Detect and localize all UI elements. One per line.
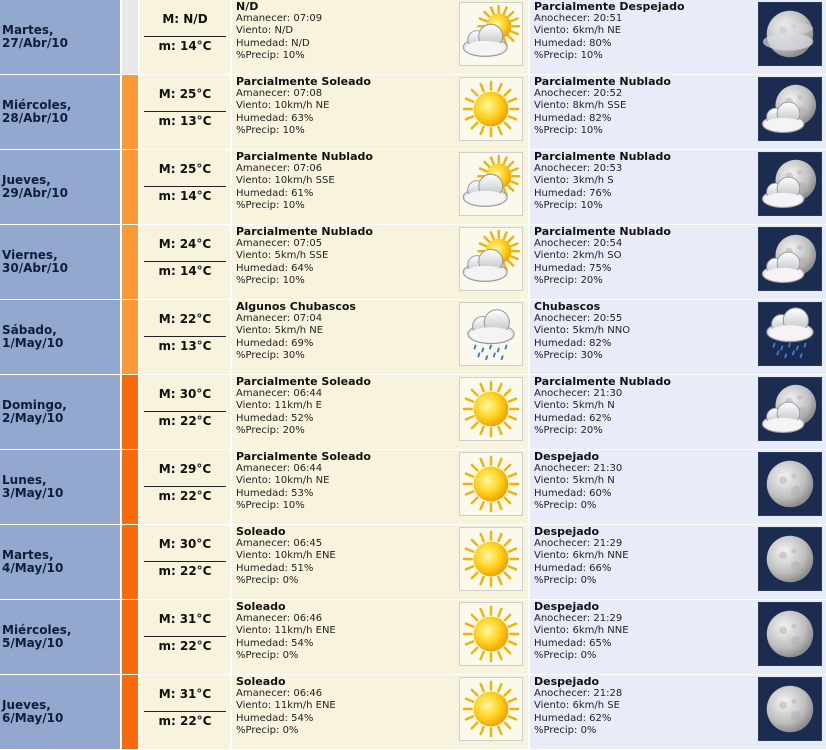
- day-precip-text: %Precip: 10%: [236, 200, 305, 212]
- max-temperature: M: 30°C: [158, 387, 212, 401]
- day-humidity-text: Humedad: 64%: [236, 262, 314, 274]
- day-precip-text: %Precip: 10%: [236, 125, 305, 137]
- night-condition: Despejado: [534, 600, 600, 613]
- weekday-label: Sábado,: [2, 323, 57, 337]
- date-label: 2/May/10: [2, 411, 64, 425]
- sun-icon: [459, 77, 523, 141]
- forecast-row: [0, 0, 826, 75]
- temperature-cell: [140, 0, 230, 74]
- night-wind-text: Viento: 8km/h SSE: [534, 100, 627, 112]
- temperature-color-bar: [122, 450, 138, 524]
- day-humidity-text: Humedad: 51%: [236, 562, 314, 574]
- sunrise-text: Amanecer: 07:06: [236, 163, 323, 174]
- night-humidity-text: Humedad: 66%: [534, 562, 612, 574]
- forecast-row: [0, 525, 826, 600]
- day-humidity-text: Humedad: N/D: [236, 37, 310, 49]
- weekday-label: Domingo,: [2, 398, 67, 412]
- day-forecast: [232, 75, 528, 149]
- temperature-cell: [140, 525, 230, 599]
- weekday-label: Jueves,: [2, 698, 51, 712]
- forecast-row: [0, 225, 826, 300]
- temperature-divider: [144, 636, 226, 637]
- max-temperature: M: 22°C: [158, 312, 212, 326]
- night-precip-text: %Precip: 0%: [534, 575, 597, 587]
- sunrise-text: Amanecer: 06:45: [236, 538, 323, 549]
- min-temperature: m: 22°C: [158, 714, 212, 728]
- moon-cloud-icon: [758, 227, 822, 291]
- day-wind-text: Viento: 5km/h NE: [236, 325, 324, 337]
- temperature-color-bar: [122, 150, 138, 224]
- day-wind-text: Viento: 11km/h ENE: [236, 625, 336, 637]
- night-forecast: [530, 0, 826, 74]
- night-wind-text: Viento: 5km/h N: [534, 400, 615, 412]
- date-label: 30/Abr/10: [2, 261, 68, 275]
- day-precip-text: %Precip: 10%: [236, 50, 305, 62]
- day-wind-text: Viento: 11km/h E: [236, 400, 322, 412]
- max-temperature: M: 29°C: [158, 462, 212, 476]
- night-forecast: [530, 450, 826, 524]
- min-temperature: m: 13°C: [158, 339, 212, 353]
- night-humidity-text: Humedad: 75%: [534, 262, 612, 274]
- temperature-color-bar: [122, 225, 138, 299]
- temperature-divider: [144, 411, 226, 412]
- night-humidity-text: Humedad: 62%: [534, 712, 612, 724]
- temperature-divider: [144, 711, 226, 712]
- day-condition: Soleado: [236, 525, 286, 538]
- night-humidity-text: Humedad: 80%: [534, 37, 612, 49]
- moon-icon: [758, 527, 822, 591]
- forecast-row: [0, 450, 826, 525]
- temperature-cell: [140, 225, 230, 299]
- min-temperature: m: 14°C: [158, 189, 212, 203]
- temperature-cell: [140, 300, 230, 374]
- sun-icon: [459, 602, 523, 666]
- weekday-label: Martes,: [2, 23, 54, 37]
- date-cell: [0, 525, 120, 599]
- day-condition: Parcialmente Soleado: [236, 375, 371, 388]
- night-condition: Chubascos: [534, 300, 601, 313]
- night-humidity-text: Humedad: 62%: [534, 412, 612, 424]
- rain-cloud-icon: [459, 302, 523, 366]
- moon-icon: [758, 602, 822, 666]
- night-rain-icon: [758, 302, 822, 366]
- min-temperature: m: 22°C: [158, 639, 212, 653]
- temperature-color-bar: [122, 0, 138, 74]
- forecast-row: [0, 600, 826, 675]
- night-precip-text: %Precip: 0%: [534, 500, 597, 512]
- sunset-text: Anochecer: 20:55: [534, 313, 623, 324]
- day-wind-text: Viento: 5km/h SSE: [236, 250, 329, 262]
- weekday-label: Miércoles,: [2, 623, 72, 637]
- day-forecast: [232, 300, 528, 374]
- night-wind-text: Viento: 6km/h NNE: [534, 550, 629, 562]
- temperature-cell: [140, 375, 230, 449]
- min-temperature: m: 22°C: [158, 564, 212, 578]
- sunrise-text: Amanecer: 07:04: [236, 313, 323, 324]
- date-label: 5/May/10: [2, 636, 64, 650]
- day-condition: Parcialmente Nublado: [236, 150, 373, 163]
- date-cell: [0, 150, 120, 224]
- sunrise-text: Amanecer: 06:44: [236, 388, 323, 399]
- forecast-row: [0, 675, 826, 750]
- day-precip-text: %Precip: 0%: [236, 725, 299, 737]
- temperature-cell: [140, 600, 230, 674]
- day-humidity-text: Humedad: 63%: [236, 112, 314, 124]
- day-condition: Soleado: [236, 600, 286, 613]
- night-wind-text: Viento: 6km/h SE: [534, 700, 620, 712]
- weekday-label: Miércoles,: [2, 98, 72, 112]
- temperature-divider: [144, 486, 226, 487]
- night-forecast: [530, 150, 826, 224]
- day-precip-text: %Precip: 10%: [236, 500, 305, 512]
- day-forecast: [232, 600, 528, 674]
- day-forecast: [232, 0, 528, 74]
- day-condition: Parcialmente Nublado: [236, 225, 373, 238]
- min-temperature: m: 22°C: [158, 414, 212, 428]
- day-humidity-text: Humedad: 53%: [236, 487, 314, 499]
- day-humidity-text: Humedad: 61%: [236, 187, 314, 199]
- temperature-color-bar: [122, 75, 138, 149]
- min-temperature: m: 13°C: [158, 114, 212, 128]
- moon-cloud-icon: [758, 377, 822, 441]
- weekday-label: Jueves,: [2, 173, 51, 187]
- night-condition: Parcialmente Nublado: [534, 150, 671, 163]
- temperature-cell: [140, 450, 230, 524]
- max-temperature: M: 25°C: [158, 87, 212, 101]
- date-cell: [0, 375, 120, 449]
- temperature-color-bar: [122, 600, 138, 674]
- temperature-divider: [144, 186, 226, 187]
- temperature-color-bar: [122, 300, 138, 374]
- moon-icon: [758, 677, 822, 741]
- night-humidity-text: Humedad: 82%: [534, 337, 612, 349]
- sunrise-text: Amanecer: 06:44: [236, 463, 323, 474]
- temperature-color-bar: [122, 375, 138, 449]
- night-precip-text: %Precip: 20%: [534, 425, 603, 437]
- date-cell: [0, 300, 120, 374]
- date-cell: [0, 600, 120, 674]
- sunset-text: Anochecer: 20:51: [534, 13, 623, 24]
- day-precip-text: %Precip: 0%: [236, 650, 299, 662]
- temperature-divider: [144, 36, 226, 37]
- night-forecast: [530, 75, 826, 149]
- date-label: 28/Abr/10: [2, 111, 68, 125]
- sunset-text: Anochecer: 21:28: [534, 688, 623, 699]
- day-condition: Parcialmente Soleado: [236, 450, 371, 463]
- day-humidity-text: Humedad: 69%: [236, 337, 314, 349]
- night-precip-text: %Precip: 30%: [534, 350, 603, 362]
- night-forecast: [530, 525, 826, 599]
- sunset-text: Anochecer: 21:29: [534, 613, 623, 624]
- temperature-cell: [140, 150, 230, 224]
- night-forecast: [530, 225, 826, 299]
- day-humidity-text: Humedad: 54%: [236, 637, 314, 649]
- day-wind-text: Viento: 10km/h ENE: [236, 550, 336, 562]
- night-wind-text: Viento: 6km/h NE: [534, 25, 622, 37]
- date-cell: [0, 0, 120, 74]
- moon-icon: [758, 452, 822, 516]
- date-label: 6/May/10: [2, 711, 64, 725]
- hazy-moon-icon: [758, 2, 822, 66]
- min-temperature: m: 22°C: [158, 489, 212, 503]
- partly-cloudy-day-icon: [459, 227, 523, 291]
- sun-icon: [459, 677, 523, 741]
- temperature-divider: [144, 261, 226, 262]
- forecast-row: [0, 150, 826, 225]
- day-forecast: [232, 150, 528, 224]
- night-forecast: [530, 375, 826, 449]
- temperature-cell: [140, 675, 230, 749]
- sunset-text: Anochecer: 21:30: [534, 463, 623, 474]
- day-wind-text: Viento: N/D: [236, 25, 294, 37]
- sunset-text: Anochecer: 21:30: [534, 388, 623, 399]
- sunrise-text: Amanecer: 07:09: [236, 13, 323, 24]
- day-precip-text: %Precip: 20%: [236, 425, 305, 437]
- night-forecast: [530, 300, 826, 374]
- day-forecast: [232, 225, 528, 299]
- night-precip-text: %Precip: 10%: [534, 200, 603, 212]
- night-humidity-text: Humedad: 65%: [534, 637, 612, 649]
- day-precip-text: %Precip: 10%: [236, 275, 305, 287]
- sunset-text: Anochecer: 20:54: [534, 238, 623, 249]
- moon-cloud-icon: [758, 77, 822, 141]
- night-condition: Despejado: [534, 450, 600, 463]
- night-wind-text: Viento: 5km/h N: [534, 475, 615, 487]
- night-wind-text: Viento: 6km/h NNE: [534, 625, 629, 637]
- max-temperature: M: 30°C: [158, 537, 212, 551]
- date-label: 4/May/10: [2, 561, 64, 575]
- forecast-row: [0, 375, 826, 450]
- moon-cloud-icon: [758, 152, 822, 216]
- day-condition: N/D: [236, 0, 259, 13]
- date-cell: [0, 75, 120, 149]
- night-wind-text: Viento: 2km/h SO: [534, 250, 622, 262]
- night-forecast: [530, 675, 826, 749]
- night-condition: Despejado: [534, 675, 600, 688]
- day-precip-text: %Precip: 30%: [236, 350, 305, 362]
- night-wind-text: Viento: 3km/h S: [534, 175, 614, 187]
- temperature-color-bar: [122, 675, 138, 749]
- sunrise-text: Amanecer: 06:46: [236, 688, 323, 699]
- date-label: 1/May/10: [2, 336, 64, 350]
- night-humidity-text: Humedad: 60%: [534, 487, 612, 499]
- temperature-divider: [144, 561, 226, 562]
- sunset-text: Anochecer: 20:53: [534, 163, 623, 174]
- temperature-divider: [144, 111, 226, 112]
- day-precip-text: %Precip: 0%: [236, 575, 299, 587]
- day-condition: Soleado: [236, 675, 286, 688]
- temperature-color-bar: [122, 525, 138, 599]
- max-temperature: M: 31°C: [158, 687, 212, 701]
- day-forecast: [232, 525, 528, 599]
- night-condition: Parcialmente Nublado: [534, 225, 671, 238]
- day-wind-text: Viento: 11km/h ENE: [236, 700, 336, 712]
- night-condition: Parcialmente Nublado: [534, 375, 671, 388]
- day-humidity-text: Humedad: 54%: [236, 712, 314, 724]
- sunrise-text: Amanecer: 07:08: [236, 88, 323, 99]
- night-condition: Parcialmente Despejado: [534, 0, 685, 13]
- night-wind-text: Viento: 5km/h NNO: [534, 325, 631, 337]
- night-precip-text: %Precip: 0%: [534, 725, 597, 737]
- forecast-row: [0, 75, 826, 150]
- day-condition: Parcialmente Soleado: [236, 75, 371, 88]
- min-temperature: m: 14°C: [158, 264, 212, 278]
- day-wind-text: Viento: 10km/h NE: [236, 475, 330, 487]
- date-cell: [0, 225, 120, 299]
- date-cell: [0, 450, 120, 524]
- day-wind-text: Viento: 10km/h NE: [236, 100, 330, 112]
- sunrise-text: Amanecer: 06:46: [236, 613, 323, 624]
- partly-cloudy-day-icon: [459, 152, 523, 216]
- sun-icon: [459, 527, 523, 591]
- day-condition: Algunos Chubascos: [236, 300, 356, 313]
- weekday-label: Lunes,: [2, 473, 47, 487]
- day-forecast: [232, 375, 528, 449]
- sunset-text: Anochecer: 21:29: [534, 538, 623, 549]
- night-condition: Parcialmente Nublado: [534, 75, 671, 88]
- max-temperature: M: 25°C: [158, 162, 212, 176]
- day-wind-text: Viento: 10km/h SSE: [236, 175, 335, 187]
- sun-icon: [459, 377, 523, 441]
- date-label: 27/Abr/10: [2, 36, 68, 50]
- partly-cloudy-day-icon: [459, 2, 523, 66]
- min-temperature: m: 14°C: [158, 39, 212, 53]
- night-precip-text: %Precip: 20%: [534, 275, 603, 287]
- max-temperature: M: 31°C: [158, 612, 212, 626]
- temperature-cell: [140, 75, 230, 149]
- night-humidity-text: Humedad: 76%: [534, 187, 612, 199]
- night-condition: Despejado: [534, 525, 600, 538]
- sunset-text: Anochecer: 20:52: [534, 88, 623, 99]
- weekday-label: Martes,: [2, 548, 54, 562]
- date-cell: [0, 675, 120, 749]
- date-label: 29/Abr/10: [2, 186, 68, 200]
- max-temperature: M: N/D: [162, 12, 208, 26]
- day-humidity-text: Humedad: 52%: [236, 412, 314, 424]
- night-forecast: [530, 600, 826, 674]
- night-precip-text: %Precip: 0%: [534, 650, 597, 662]
- temperature-divider: [144, 336, 226, 337]
- sunrise-text: Amanecer: 07:05: [236, 238, 323, 249]
- date-label: 3/May/10: [2, 486, 64, 500]
- day-forecast: [232, 450, 528, 524]
- day-forecast: [232, 675, 528, 749]
- weekday-label: Viernes,: [2, 248, 58, 262]
- forecast-row: [0, 300, 826, 375]
- night-humidity-text: Humedad: 82%: [534, 112, 612, 124]
- sun-icon: [459, 452, 523, 516]
- night-precip-text: %Precip: 10%: [534, 50, 603, 62]
- night-precip-text: %Precip: 10%: [534, 125, 603, 137]
- max-temperature: M: 24°C: [158, 237, 212, 251]
